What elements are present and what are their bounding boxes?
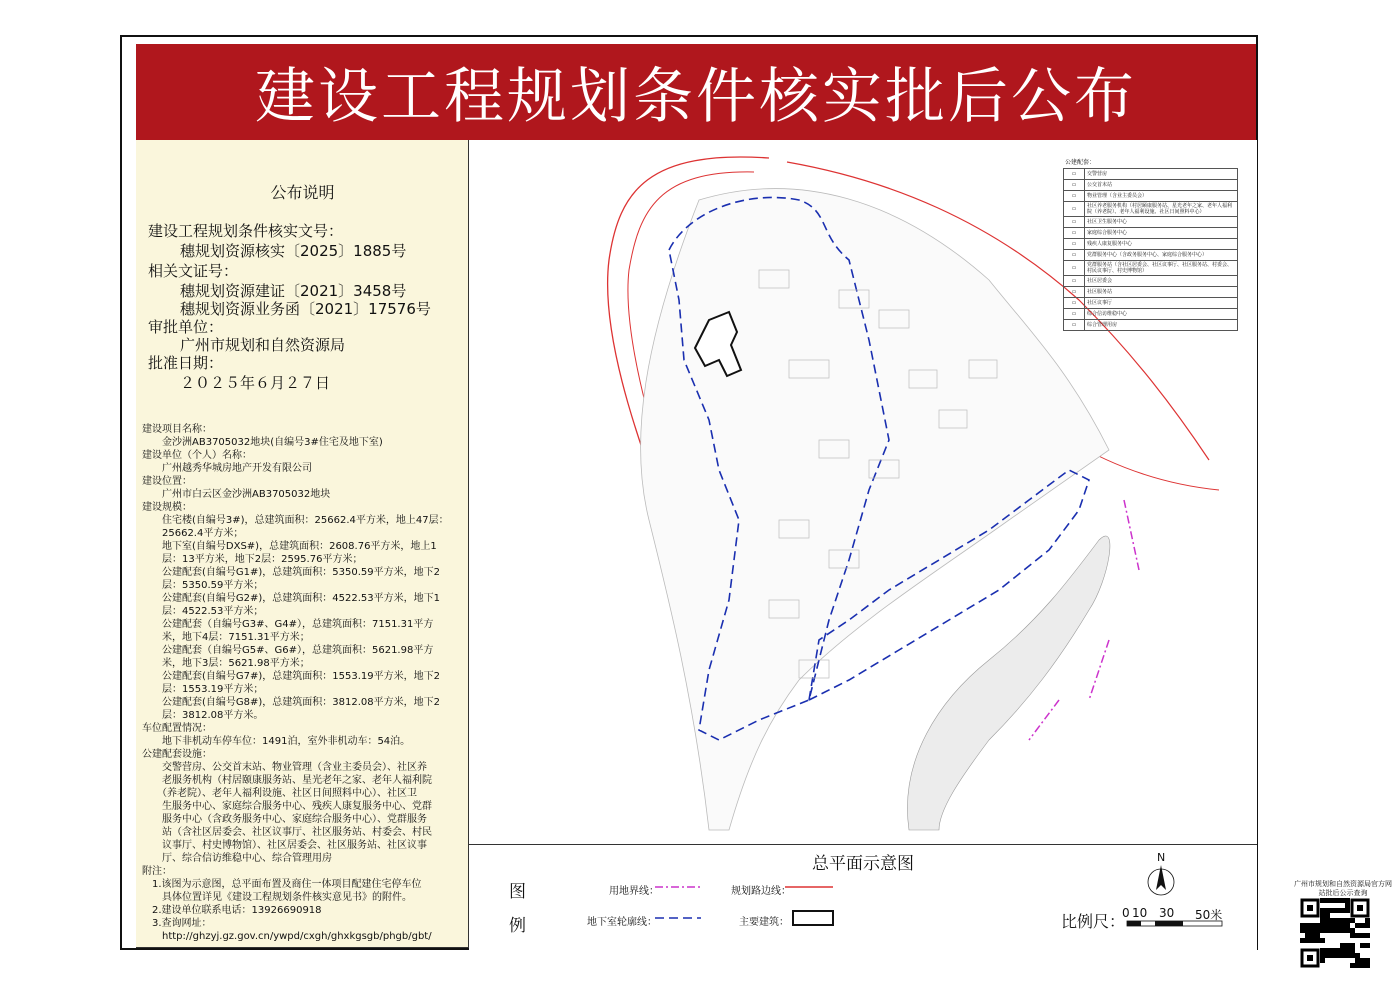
detail-line: 公建配套设施： bbox=[142, 749, 212, 760]
facility-row bbox=[1064, 169, 1238, 180]
detail-line: 车位配置情况： bbox=[142, 723, 212, 734]
detail-line: 层：5350.59平方米； bbox=[142, 580, 264, 591]
related-label: 相关文证号： bbox=[148, 262, 239, 280]
detail-line: 住宅楼(自编号3#)，总建筑面积：25662.4平方米，地上47层： bbox=[142, 515, 449, 526]
facility-name: 物业管理（含业主委员会） bbox=[1085, 191, 1238, 202]
detail-line: 老服务机构（村居颐康服务站、星光老年之家、老年人福利院 bbox=[142, 775, 432, 786]
facility-row bbox=[1064, 202, 1238, 217]
facility-name: 综合管理用房 bbox=[1085, 320, 1238, 331]
authority: 广州市规划和自然资源局 bbox=[180, 336, 346, 354]
detail-line: 地下非机动车停车位：1491泊，室外非机动车：54泊。 bbox=[142, 736, 411, 747]
detail-line: 附注： bbox=[142, 866, 172, 877]
page-title: 建设工程规划条件核实批后公布 bbox=[136, 44, 1256, 140]
detail-line: 公建配套(自编号G1#)，总建筑面积：5350.59平方米，地下2 bbox=[142, 567, 441, 578]
facility-name: 家庭综合服务中心 bbox=[1085, 228, 1238, 239]
facility-row bbox=[1064, 261, 1238, 276]
scale-tick-50: 50米 bbox=[1195, 908, 1223, 922]
facility-symbol-icon: ▭ bbox=[1064, 276, 1085, 287]
main-building-label: 主要建筑： bbox=[739, 917, 789, 928]
facility-symbol-icon: ▭ bbox=[1064, 202, 1085, 217]
detail-line: 公建配套（自编号G5#、G6#），总建筑面积：5621.98平方 bbox=[142, 645, 434, 656]
facility-symbol-icon: ▭ bbox=[1064, 298, 1085, 309]
facility-row bbox=[1064, 217, 1238, 228]
detail-line: 米，地下4层：7151.31平方米； bbox=[142, 632, 310, 643]
detail-line: 广州越秀华城房地产开发有限公司 bbox=[142, 463, 312, 474]
facility-name: 残疾人康复服务中心 bbox=[1085, 239, 1238, 250]
facility-symbol-icon: ▭ bbox=[1064, 250, 1085, 261]
facility-row bbox=[1064, 287, 1238, 298]
facilities-title: 公建配套： bbox=[1065, 159, 1096, 166]
detail-line: 建设项目名称： bbox=[142, 424, 212, 435]
facility-symbol-icon: ▭ bbox=[1064, 169, 1085, 180]
scale-tick-0: 0 bbox=[1122, 906, 1130, 920]
facility-row bbox=[1064, 228, 1238, 239]
authority-label: 审批单位： bbox=[148, 318, 224, 336]
detail-line: 公建配套(自编号G7#)，总建筑面积：1553.19平方米，地下2 bbox=[142, 671, 441, 682]
facility-symbol-icon: ▭ bbox=[1064, 228, 1085, 239]
detail-line: 金沙洲AB3705032地块(自编号3#住宅及地下室) bbox=[142, 437, 383, 448]
detail-line: 公建配套（自编号G3#、G4#），总建筑面积：7151.31平方 bbox=[142, 619, 434, 630]
doc-no-label: 建设工程规划条件核实文号： bbox=[148, 222, 344, 240]
detail-line: 服务中心（含政务服务中心、家庭综合服务中心）、党群服务 bbox=[142, 814, 427, 825]
facility-symbol-icon: ▭ bbox=[1064, 217, 1085, 228]
facility-symbol-icon: ▭ bbox=[1064, 180, 1085, 191]
detail-line: 公建配套(自编号G2#)，总建筑面积：4522.53平方米，地下1 bbox=[142, 593, 441, 604]
basement-label: 地下室轮廓线： bbox=[587, 917, 657, 928]
scale-tick-10: 10 bbox=[1132, 906, 1148, 920]
facility-symbol-icon: ▭ bbox=[1064, 261, 1085, 276]
north-label: N bbox=[1157, 851, 1166, 864]
detail-line: 1.该图为示意图，总平面布置及商住一体项目配建住宅停车位 bbox=[142, 879, 422, 890]
legend bbox=[469, 845, 1257, 950]
detail-line: 生服务中心、家庭综合服务中心、残疾人康复服务中心、党群 bbox=[142, 801, 432, 812]
legend-li: 例 bbox=[509, 916, 526, 936]
detail-line: 站（含社区居委会、社区议事厅、社区服务站、村委会、村民 bbox=[142, 827, 432, 838]
detail-line: 层：4522.53平方米； bbox=[142, 606, 264, 617]
detail-line: 米，地下3层：5621.98平方米； bbox=[142, 658, 310, 669]
detail-line: 25662.4平方米； bbox=[142, 528, 244, 539]
date-label: 批准日期： bbox=[148, 354, 224, 372]
facility-name: 党群服务中心（含政务服务中心、家庭综合服务中心） bbox=[1085, 250, 1238, 261]
detail-line: 议事厅、村史博物馆）、社区居委会、社区服务站、社区议事 bbox=[142, 840, 427, 851]
facility-name: 社区议事厅 bbox=[1085, 298, 1238, 309]
detail-line: 公建配套(自编号G8#)，总建筑面积：3812.08平方米，地下2 bbox=[142, 697, 441, 708]
detail-line: 层：1553.19平方米； bbox=[142, 684, 264, 695]
legend-symbols bbox=[469, 845, 1257, 950]
detail-line: 建设规模： bbox=[142, 502, 192, 513]
facility-row bbox=[1064, 250, 1238, 261]
road-boundary-label: 规划路边线： bbox=[731, 886, 791, 897]
approval-date: ２０２５年６月２７日 bbox=[180, 374, 331, 392]
detail-line: （养老院）、老年人福利设施、社区日间照料中心）、社区卫 bbox=[142, 788, 417, 799]
facility-name: 社区居委会 bbox=[1085, 276, 1238, 287]
facilities-table bbox=[1063, 168, 1238, 331]
facility-symbol-icon: ▭ bbox=[1064, 239, 1085, 250]
detail-line: 广州市白云区金沙洲AB3705032地块 bbox=[142, 489, 331, 500]
scale-label: 比例尺： bbox=[1061, 912, 1126, 931]
facility-name: 社区养老服务机构（村居颐康服务站、星光老年之家、老年人福利院（养老院）、老年人福利设施、社区日间照料中心） bbox=[1085, 202, 1238, 217]
facility-row bbox=[1064, 191, 1238, 202]
detail-line: 层：13平方米，地下2层：2595.76平方米； bbox=[142, 554, 363, 565]
facility-symbol-icon: ▭ bbox=[1064, 287, 1085, 298]
related-doc-1: 穗规划资源建证〔2021〕3458号 bbox=[180, 282, 407, 300]
site-boundary-label: 用地界线： bbox=[609, 886, 659, 897]
detail-line: 层：3812.08平方米。 bbox=[142, 710, 264, 721]
detail-line: 建设单位（个人）名称： bbox=[142, 450, 252, 461]
detail-line: 厅、综合信访维稳中心、综合管理用房 bbox=[142, 853, 332, 864]
facility-name: 党群服务站（含社区居委会、社区议事厅、社区服务站、村委会、村民议事厅、村史博物馆） bbox=[1085, 261, 1238, 276]
related-doc-2: 穗规划资源业务函〔2021〕17576号 bbox=[180, 300, 431, 318]
facility-name: 综合信访维稳中心 bbox=[1085, 309, 1238, 320]
notice-heading: 公布说明 bbox=[270, 183, 335, 202]
facility-row bbox=[1064, 239, 1238, 250]
detail-line: 地下室(自编号DXS#)，总建筑面积：2608.76平方米，地上1 bbox=[142, 541, 437, 552]
qr-code[interactable] bbox=[1300, 898, 1370, 968]
facility-name: 交警营房 bbox=[1085, 169, 1238, 180]
detail-line: 建设位置： bbox=[142, 476, 192, 487]
detail-line: 3.查询网址： bbox=[142, 918, 212, 929]
scale-tick-30: 30 bbox=[1159, 906, 1175, 920]
doc-no: 穗规划资源核实〔2025〕1885号 bbox=[180, 242, 407, 260]
facility-row bbox=[1064, 180, 1238, 191]
detail-line: 具体位置详见《建设工程规划条件核实意见书》的附件。 bbox=[142, 892, 412, 903]
facility-symbol-icon: ▭ bbox=[1064, 191, 1085, 202]
facility-symbol-icon: ▭ bbox=[1064, 309, 1085, 320]
facility-row bbox=[1064, 309, 1238, 320]
facility-row bbox=[1064, 298, 1238, 309]
facility-name: 社区服务站 bbox=[1085, 287, 1238, 298]
notice-panel bbox=[136, 140, 469, 948]
legend-tu: 图 bbox=[509, 882, 526, 902]
facility-name: 公交首末站 bbox=[1085, 180, 1238, 191]
detail-line: 交警营房、公交首末站、物业管理（含业主委员会）、社区养 bbox=[142, 762, 427, 773]
facility-row bbox=[1064, 276, 1238, 287]
detail-line: 2.建设单位联系电话：13926690918 bbox=[142, 905, 322, 916]
qr-note: 广州市规划和自然资源局官方网站批后公示查询 bbox=[1294, 880, 1392, 897]
map-title: 总平面示意图 bbox=[812, 854, 914, 874]
facility-row bbox=[1064, 320, 1238, 331]
detail-line: http://ghzyj.gz.gov.cn/ywpd/cxgh/ghxkgsgb/phgb/gbt/ bbox=[142, 931, 432, 942]
facility-name: 社区卫生服务中心 bbox=[1085, 217, 1238, 228]
facility-symbol-icon: ▭ bbox=[1064, 320, 1085, 331]
